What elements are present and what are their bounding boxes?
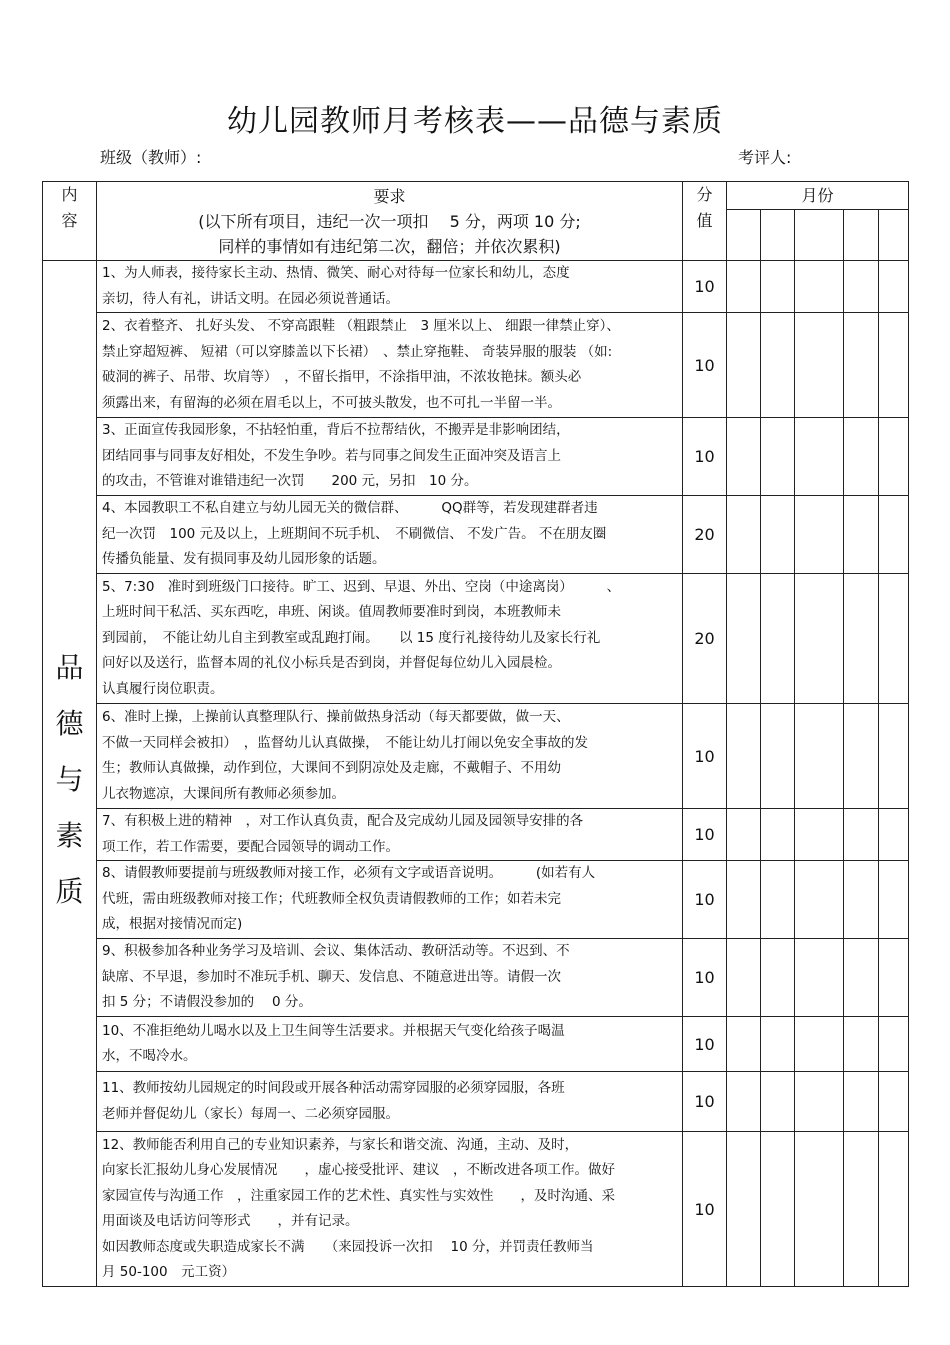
- month-cell[interactable]: [727, 496, 761, 574]
- month-cell[interactable]: [761, 574, 795, 704]
- month-cell[interactable]: [727, 313, 761, 418]
- month-cell[interactable]: [761, 704, 795, 809]
- month-cell[interactable]: [761, 1017, 795, 1072]
- score-value: 10: [683, 1132, 727, 1287]
- month-cell[interactable]: [795, 809, 844, 861]
- month-cell[interactable]: [879, 1017, 909, 1072]
- requirement-item-9: 9、积极参加各种业务学习及培训、会议、集体活动、教研活动等。不迟到、不 缺席、不早退，参加时不准玩手机、聊天、发信息、不随意进出等。请假一次 扣 5 分；不请假没参加的 0 分。: [97, 939, 683, 1017]
- month-cell[interactable]: [727, 939, 761, 1017]
- requirement-item-11: 11、教师按幼儿园规定的时间段或开展各种活动需穿园服的必须穿园服，各班 老师并督促幼儿（家长）每周一、二必须穿园服。: [97, 1072, 683, 1132]
- score-value: 10: [683, 418, 727, 496]
- month-cell[interactable]: [761, 496, 795, 574]
- month-cell[interactable]: [844, 418, 879, 496]
- month-cell[interactable]: [727, 861, 761, 939]
- month-cell[interactable]: [727, 1072, 761, 1132]
- month-cell[interactable]: [761, 313, 795, 418]
- month-cell[interactable]: [727, 261, 761, 313]
- month-cell[interactable]: [844, 210, 879, 261]
- requirement-rule-1: (以下所有项目，违纪一次一项扣 5 分，两项 10 分;: [198, 212, 581, 231]
- requirement-item-4: 4、本园教职工不私自建立与幼儿园无关的微信群、 QQ群等，若发现建群者违 纪一次罚 100 元及以上，上班期间不玩手机、 不刷微信、 不发广告。 不在朋友圈 传播负能量、发有损同事及幼儿园形象的话题。: [97, 496, 683, 574]
- month-cell[interactable]: [879, 418, 909, 496]
- month-cell[interactable]: [879, 939, 909, 1017]
- month-cell[interactable]: [727, 809, 761, 861]
- requirement-item-1: 1、为人师表，接待家长主动、热情、微笑、耐心对待每一位家长和幼儿，态度 亲切，待人有礼，讲话文明。在园必须说普通话。: [97, 261, 683, 313]
- requirement-item-3: 3、正面宣传我园形象，不拈轻怕重，背后不拉帮结伙，不搬弄是非影响团结， 团结同事与同事友好相处，不发生争吵。若与同事之间发生正面冲突及语言上 的攻击，不管谁对谁错违纪一次罚 200 元，另扣 10 分。: [97, 418, 683, 496]
- score-value: 10: [683, 1072, 727, 1132]
- class-teacher-label: 班级（教师）:: [100, 148, 202, 167]
- month-cell[interactable]: [761, 861, 795, 939]
- month-cell[interactable]: [795, 261, 844, 313]
- header-score: 分 值: [683, 182, 727, 261]
- score-value: 10: [683, 1017, 727, 1072]
- month-cell[interactable]: [879, 1132, 909, 1287]
- month-cell[interactable]: [795, 210, 844, 261]
- month-cell[interactable]: [795, 574, 844, 704]
- month-cell[interactable]: [795, 939, 844, 1017]
- month-cell[interactable]: [879, 574, 909, 704]
- requirement-item-10: 10、不准拒绝幼儿喝水以及上卫生间等生活要求。并根据天气变化给孩子喝温 水，不喝冷水。: [97, 1017, 683, 1072]
- month-cell[interactable]: [761, 210, 795, 261]
- month-cell[interactable]: [879, 210, 909, 261]
- month-cell[interactable]: [879, 1072, 909, 1132]
- month-cell[interactable]: [795, 1017, 844, 1072]
- month-cell[interactable]: [844, 1072, 879, 1132]
- score-value: 20: [683, 496, 727, 574]
- requirement-item-12: 12、教师能否利用自己的专业知识素养，与家长和谐交流、沟通，主动、及时， 向家长汇报幼儿身心发展情况 ，虚心接受批评、建议 ，不断改进各项工作。做好 家园宣传与沟通工作 ，注重家园工作的艺术性、真实性与实效性 ，及时沟通、采 用面谈及电话访问等形式 ，并有记录。 如因教师态度或失职造成家长不满 （来园投诉一次扣 10 分，并罚责任教师当 月 50-100 元工资）: [97, 1132, 683, 1287]
- month-cell[interactable]: [879, 496, 909, 574]
- month-cell[interactable]: [879, 809, 909, 861]
- assessment-table: [42, 181, 909, 1287]
- score-value: 10: [683, 261, 727, 313]
- month-cell[interactable]: [727, 704, 761, 809]
- header-month: 月份: [727, 182, 909, 210]
- requirement-item-5: 5、7:30 准时到班级门口接待。旷工、迟到、早退、外出、空岗（中途离岗） 、 上班时间干私活、买东西吃，串班、闲谈。值周教师要准时到岗，本班教师未 到园前， 不能让幼儿自主到教室或乱跑打闹。 以 15 度行礼接待幼儿及家长行礼 问好以及送行，监督本周的礼仪小标兵是否到岗，并督促每位幼儿入园晨检。 认真履行岗位职责。: [97, 574, 683, 704]
- header-content: 内 容: [43, 182, 97, 261]
- month-cell[interactable]: [844, 261, 879, 313]
- month-cell[interactable]: [761, 809, 795, 861]
- requirement-rule-2: 同样的事情如有违纪第二次，翻倍；并依次累积): [218, 237, 561, 256]
- month-cell[interactable]: [727, 418, 761, 496]
- month-cell[interactable]: [795, 313, 844, 418]
- month-cell[interactable]: [795, 418, 844, 496]
- requirement-item-7: 7、有积极上进的精神 ，对工作认真负责，配合及完成幼儿园及园领导安排的各 项工作，若工作需要，要配合园领导的调动工作。: [97, 809, 683, 861]
- score-value: 10: [683, 861, 727, 939]
- month-cell[interactable]: [761, 1072, 795, 1132]
- month-cell[interactable]: [844, 1017, 879, 1072]
- month-cell[interactable]: [879, 313, 909, 418]
- requirement-title: 要求: [373, 187, 406, 206]
- month-cell[interactable]: [795, 861, 844, 939]
- requirement-item-8: 8、请假教师要提前与班级教师对接工作，必须有文字或语音说明。 (如若有人 代班，需由班级教师对接工作；代班教师全权负责请假教师的工作；如若未完 成，根据对接情况而定): [97, 861, 683, 939]
- month-cell[interactable]: [844, 939, 879, 1017]
- month-cell[interactable]: [844, 861, 879, 939]
- month-cell[interactable]: [727, 1017, 761, 1072]
- score-value: 10: [683, 313, 727, 418]
- score-value: 10: [683, 704, 727, 809]
- month-cell[interactable]: [795, 496, 844, 574]
- month-cell[interactable]: [844, 574, 879, 704]
- month-cell[interactable]: [727, 574, 761, 704]
- header-requirement: [97, 182, 683, 261]
- requirement-item-6: 6、准时上操，上操前认真整理队行、操前做热身活动（每天都要做，做一天、 不做一天同样会被扣） ，监督幼儿认真做操， 不能让幼儿打闹以免安全事故的发 生；教师认真做操，动作到位，大课间不到阴凉处及走廊，不戴帽子、不用幼 儿衣物遮凉，大课间所有教师必须参加。: [97, 704, 683, 809]
- month-cell[interactable]: [761, 1132, 795, 1287]
- score-value: 20: [683, 574, 727, 704]
- requirement-item-2: 2、衣着整齐、 扎好头发、 不穿高跟鞋 （粗跟禁止 3 厘米以上、 细跟一律禁止穿）、 禁止穿超短裤、 短裙（可以穿膝盖以下长裙） 、禁止穿拖鞋、 奇装异服的服装 （如: 破洞的裤子、吊带、坎肩等） ，不留长指甲，不涂指甲油，不浓妆艳抹。额头必 须露出来，有留海的必须在眉毛以上，不可披头散发，也不可扎一半留一半。: [97, 313, 683, 418]
- month-cell[interactable]: [844, 313, 879, 418]
- month-cell[interactable]: [761, 939, 795, 1017]
- category-label: 品 德 与 素 质: [43, 261, 97, 1287]
- month-cell[interactable]: [761, 418, 795, 496]
- month-cell[interactable]: [795, 704, 844, 809]
- month-cell[interactable]: [844, 809, 879, 861]
- month-cell[interactable]: [844, 496, 879, 574]
- month-cell[interactable]: [761, 261, 795, 313]
- month-cell[interactable]: [879, 261, 909, 313]
- score-value: 10: [683, 809, 727, 861]
- score-value: 10: [683, 939, 727, 1017]
- month-cell[interactable]: [795, 1072, 844, 1132]
- month-cell[interactable]: [879, 861, 909, 939]
- month-cell[interactable]: [727, 1132, 761, 1287]
- reviewer-label: 考评人:: [738, 148, 792, 167]
- month-cell[interactable]: [844, 704, 879, 809]
- month-cell[interactable]: [727, 210, 761, 261]
- month-cell[interactable]: [879, 704, 909, 809]
- page-title: 幼儿园教师月考核表——品德与素质: [227, 104, 723, 139]
- month-cell[interactable]: [795, 1132, 844, 1287]
- month-cell[interactable]: [844, 1132, 879, 1287]
